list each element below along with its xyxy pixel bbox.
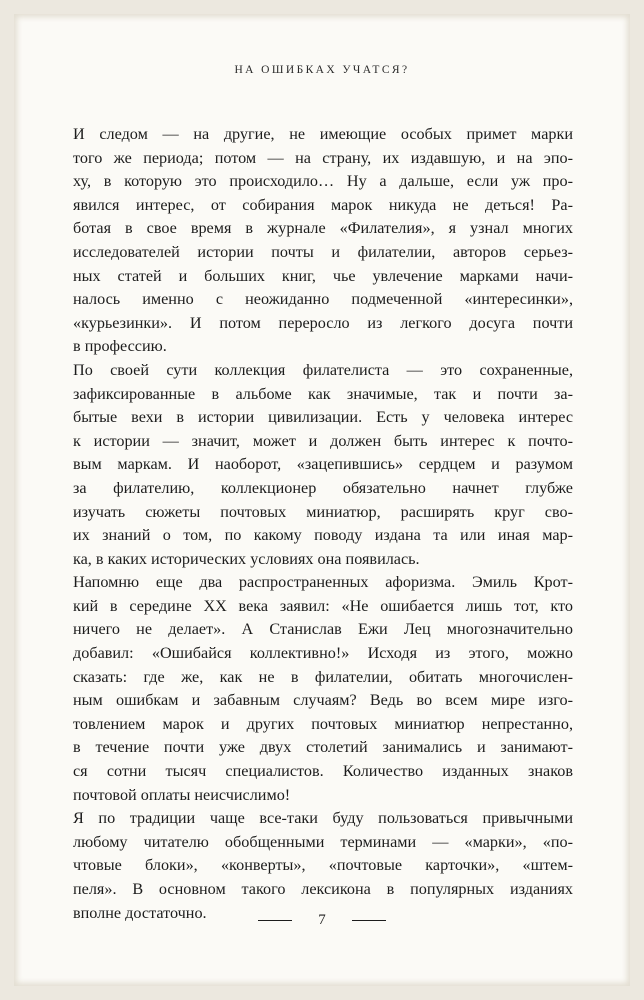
- text-line: их знаний о том, по какому поводу издана та или иная мар-: [73, 526, 573, 545]
- text-line: И следом — на другие, не имеющие особых примет марки: [73, 125, 573, 143]
- folio-rule-right: [352, 920, 386, 921]
- text-line: бытые вехи в истории цивилизации. Есть у человека интерес: [73, 408, 573, 427]
- text-line: ху, в которую это происходило… Ну а дальше, если уж про-: [73, 172, 573, 191]
- text-line: вполне достаточно.: [73, 903, 207, 922]
- text-line: Я по традиции чаще все-таки буду пользоваться привычными: [73, 809, 573, 828]
- text-line: товлением марок и других почтовых миниатюр непрестанно,: [73, 714, 573, 733]
- page-number: 7: [318, 912, 326, 928]
- text-line: к истории — значит, может и должен быть интерес к почто-: [73, 431, 573, 450]
- text-line: явился интерес, от собирания марок никуда не деться! Ра-: [73, 195, 573, 214]
- paragraph: [73, 571, 573, 807]
- text-line: ботая в свое время в журнале «Филателия», я узнал многих: [73, 219, 573, 238]
- text-line: ных статей и больших книг, чье увлечение марками начи-: [73, 266, 573, 285]
- running-head: НА ОШИБКАХ УЧАТСЯ?: [234, 64, 410, 76]
- paragraph: [73, 359, 573, 571]
- text-line: за филателию, коллекционер обязательно начнет глубже: [73, 478, 573, 497]
- text-line: ка, в каких исторических условиях она появилась.: [73, 549, 420, 568]
- text-line: в течение почти уже двух столетий занимались и занимают-: [73, 738, 573, 757]
- text-line: ся сотни тысяч специалистов. Количество изданных знаков: [73, 762, 573, 781]
- text-line: ничего не делает». А Станислав Ежи Лец многозначительно: [73, 620, 573, 639]
- text-line: в профессию.: [73, 337, 167, 356]
- text-line: кий в середине XX века заявил: «Не ошибается лишь тот, кто: [73, 596, 573, 615]
- text-line: исследователей истории почты и филателии, авторов серьез-: [73, 242, 573, 261]
- text-line: «курьезинки». И потом переросло из легкого досуга почти: [73, 313, 573, 332]
- text-line: любому читателю обобщенными терминами — «марки», «по-: [73, 832, 573, 851]
- text-line: чтовые блоки», «конверты», «почтовые карточки», «штем-: [73, 856, 573, 875]
- folio-rule-left: [258, 920, 292, 921]
- page-footer: [0, 912, 644, 929]
- body-text: [73, 123, 573, 925]
- paragraph: [73, 807, 573, 925]
- text-line: почтовой оплаты неисчислимо!: [73, 785, 291, 804]
- text-line: вым маркам. И наоборот, «зацепившись» сердцем и разумом: [73, 455, 573, 474]
- text-line: сказать: где же, как не в филателии, обитать многочислен-: [73, 667, 573, 686]
- text-line: налось именно с неожиданно подмеченной «интересинки»,: [73, 290, 573, 309]
- text-line: пеля». В основном такого лексикона в популярных изданиях: [73, 880, 573, 898]
- text-line: того же периода; потом — на страну, их издавшую, и на эпо-: [73, 148, 573, 167]
- text-line: По своей сути коллекция филателиста — это сохраненные,: [73, 360, 573, 379]
- text-line: Напомню еще два распространенных афоризма. Эмиль Крот-: [73, 573, 573, 592]
- text-line: зафиксированные в альбоме как значимые, так и почти за-: [73, 384, 573, 403]
- paragraph: [73, 123, 573, 359]
- text-line: добавил: «Ошибайся коллективно!» Исходя из этого, можно: [73, 644, 573, 663]
- text-line: ным ошибкам и забавным случаям? Ведь во всем мире изго-: [73, 691, 573, 710]
- text-line: изучать сюжеты почтовых миниатюр, расширять круг сво-: [73, 502, 573, 521]
